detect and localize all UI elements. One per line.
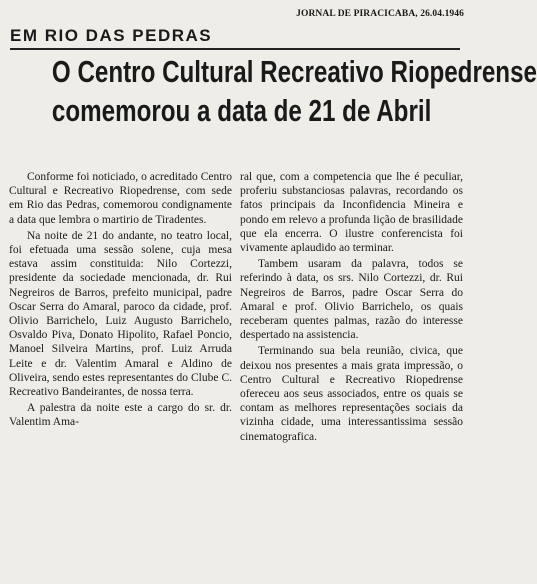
- paragraph: A palestra da noite este a cargo do sr. dr. Valentim Ama-: [9, 402, 232, 429]
- headline-line-2: comemorou a data de 21 de Abril: [51, 93, 432, 128]
- section-kicker: EM RIO DAS PEDRAS: [10, 26, 213, 45]
- newspaper-source: JORNAL DE PIRACICABA, 26.04.1946: [296, 9, 464, 19]
- paragraph: Na noite de 21 do andante, no teatro local, foi efetuada uma sessão solene, cuja mesa estava assim constituida: Nilo Cortezzi, presidente da sociedade mencionada, dr. Rui Negreiros de Barros, prefeito municipal, padre Oscar Serra do Amaral, paroco da cidade, prof. Olivio Barrichelo, Luiz Augusto Barrichelo, Osvaldo Piva, Donato Hipolito, Rafael Poncio, Manoel Silveira Martins, prof. Luiz Arruda Leite e dr. Valentim Amaral e Aldino de Oliveira, sendo estes representantes do Clube C. Recreativo Bandeirantes, de nossa terra.: [9, 229, 232, 399]
- headline: [51, 52, 537, 130]
- headline-line-1: O Centro Cultural Recreativo Riopedrense: [51, 54, 537, 89]
- paragraph: Conforme foi noticiado, o acreditado Centro Cultural e Recreativo Riopedrense, com sede em Rio das Pedras, comemorou condignamente a data que lembra o martirio de Tiradentes.: [9, 171, 232, 226]
- paragraph: Tambem usaram da palavra, todos se referindo à data, os srs. Nilo Cortezzi, dr. Rui Negreiros de Barros, padre Oscar Serra do Amaral e prof. Olivio Barrichelo, os quais receberam quentes palmas, razão do interesse despertado na assistencia.: [240, 258, 463, 342]
- paragraph: ral que, com a competencia que lhe é peculiar, proferiu substanciosas palavras, recordando os fatos principais da Inconfidencia Mineira e pondo em relevo a profunda lição de brasilidade que ela encerra. O ilustre conferencista foi vivamente aplaudido ao terminar.: [240, 171, 463, 255]
- article-column-right: [240, 170, 463, 584]
- kicker-rule: [10, 48, 460, 50]
- paragraph: Terminando sua bela reunião, civica, que deixou nos presentes a mais grata impressão, o Centro Cultural e Recreativo Riopedrense ofereceu aos seus associados, entre os quais se contam as melhores representações sociais da vizinha cidade, uma interessantissima sessão cinematografica.: [240, 345, 463, 443]
- article-column-left: [9, 170, 232, 584]
- article-body: [9, 170, 463, 584]
